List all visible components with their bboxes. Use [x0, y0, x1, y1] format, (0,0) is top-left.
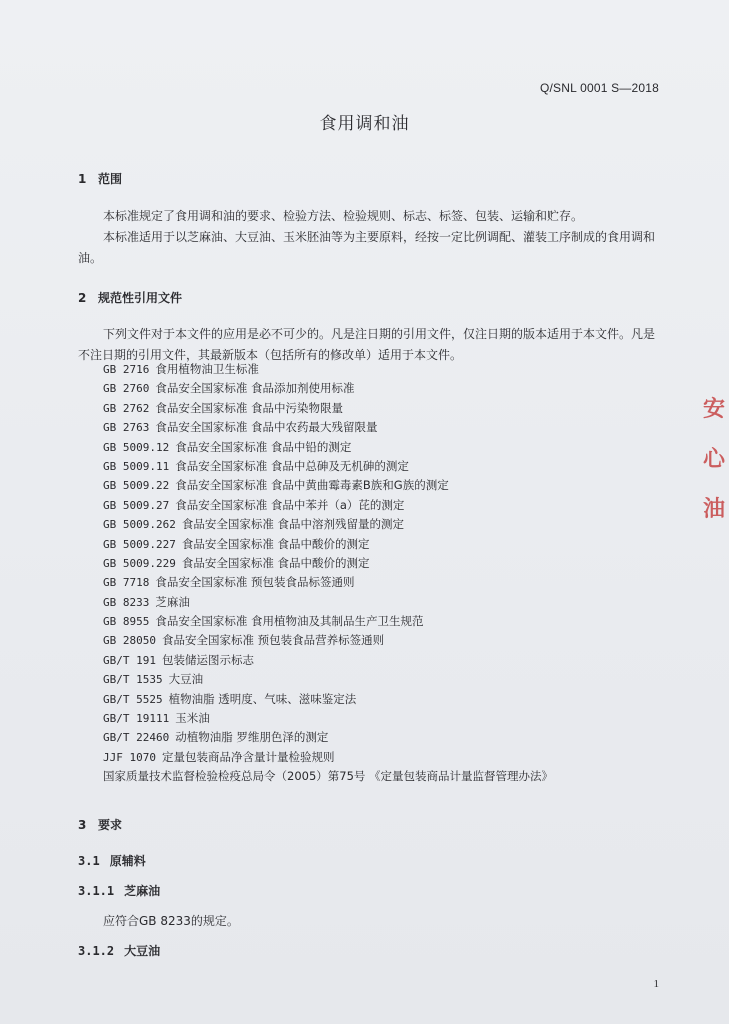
- section-title: 规范性引用文件: [98, 291, 183, 305]
- reference-item: GB 2760 食品安全国家标准 食品添加剂使用标准: [103, 381, 355, 396]
- subsection-heading-3-1-2: 3.1.2 大豆油: [78, 944, 161, 958]
- reference-item: GB/T 5525 植物油脂 透明度、气味、滋味鉴定法: [103, 691, 357, 706]
- reference-item: GB 8233 芝麻油: [103, 594, 190, 609]
- reference-item: GB 2716 食用植物油卫生标准: [103, 362, 259, 376]
- reference-item: GB 5009.22 食品安全国家标准 食品中黄曲霉毒素B族和G族的测定: [103, 478, 449, 493]
- reference-item: GB 5009.11 食品安全国家标准 食品中总砷及无机砷的测定: [103, 458, 409, 473]
- reference-item: GB 7718 食品安全国家标准 预包装食品标签通则: [103, 575, 355, 590]
- reference-item: 国家质量技术监督检验检疫总局令（2005）第75号 《定量包装商品计量监督管理办法》: [103, 769, 554, 784]
- standard-code: Q/SNL 0001 S—2018: [539, 81, 659, 95]
- reference-item: GB 5009.227 食品安全国家标准 食品中酸价的测定: [103, 536, 370, 551]
- section-heading-requirements: [78, 816, 122, 833]
- reference-item: GB 5009.12 食品安全国家标准 食品中铅的测定: [103, 439, 352, 454]
- section-title: 要求: [98, 818, 123, 832]
- reference-item: GB/T 191 包装储运图示标志: [103, 652, 254, 667]
- reference-item: GB 5009.262 食品安全国家标准 食品中溶剂残留量的测定: [103, 517, 405, 532]
- reference-item: GB 8955 食品安全国家标准 食用植物油及其制品生产卫生规范: [103, 614, 424, 629]
- reference-item: GB 5009.27 食品安全国家标准 食品中苯并（a）芘的测定: [103, 497, 405, 512]
- subsection-heading-3-1: 3.1 原辅料: [78, 854, 146, 868]
- section-number: 1: [78, 172, 87, 186]
- reference-item: GB 2762 食品安全国家标准 食品中污染物限量: [103, 400, 344, 415]
- reference-item: GB 28050 食品安全国家标准 预包装食品营养标签通则: [103, 633, 385, 648]
- reference-item: JJF 1070 定量包装商品净含量计量检验规则: [103, 749, 335, 764]
- subsection-heading-3-1-1: 3.1.1 芝麻油: [78, 884, 161, 898]
- reference-item: GB 5009.229 食品安全国家标准 食品中酸价的测定: [103, 555, 370, 570]
- scope-paragraph-2: 本标准适用于以芝麻油、大豆油、玉米胚油等为主要原料，经按一定比例调配、灌装工序制成的食用调和油。: [78, 230, 656, 265]
- reference-list: [103, 360, 553, 787]
- reference-item: GB/T 19111 玉米油: [103, 711, 210, 726]
- page-number: 1: [653, 978, 659, 990]
- scope-paragraph-1: 本标准规定了食用调和油的要求、检验方法、检验规则、标志、标签、包装、运输和贮存。: [103, 209, 584, 223]
- section-heading-norm-refs: [78, 289, 182, 306]
- refs-intro-paragraph: 下列文件对于本文件的应用是必不可少的。凡是注日期的引用文件，仅注日期的版本适用于本文件。凡是不注日期的引用文件，其最新版本（包括所有的修改单）适用于本文件。: [78, 327, 656, 362]
- document-title: 食用调和油: [319, 114, 410, 134]
- section-number: 2: [78, 291, 87, 305]
- section-heading-scope: [78, 170, 122, 187]
- reference-item: GB 2763 食品安全国家标准 食品中农药最大残留限量: [103, 420, 378, 435]
- reference-item: GB/T 1535 大豆油: [103, 672, 204, 687]
- section-number: 3: [78, 818, 87, 832]
- red-seal-stamp: 安 心 油: [703, 397, 726, 522]
- section-title: 范围: [98, 172, 123, 186]
- sesame-oil-requirement: 应符合GB 8233的规定。: [103, 914, 239, 928]
- reference-item: GB/T 22460 动植物油脂 罗维朋色泽的测定: [103, 730, 329, 745]
